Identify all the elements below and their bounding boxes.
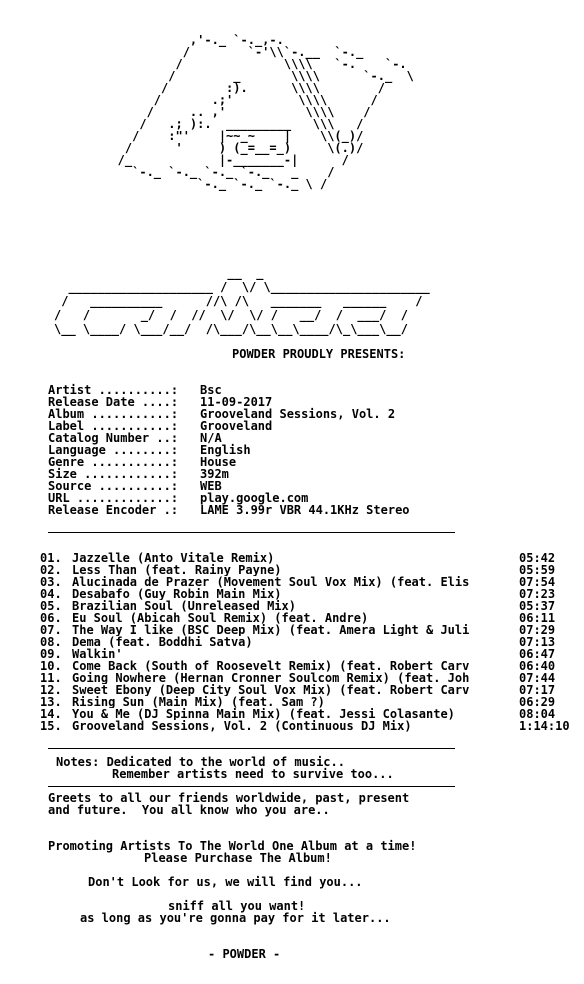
track-number: 05. — [40, 599, 62, 613]
info-label: Artist ..........: — [48, 383, 179, 397]
info-label: URL .............: — [48, 491, 179, 505]
track-duration: 05:37 — [519, 599, 556, 613]
track-duration: 06:11 — [519, 611, 556, 625]
track-duration: 07:13 — [519, 635, 556, 649]
track-number: 06. — [40, 611, 62, 625]
track-title: Grooveland Sessions, Vol. 2 (Continuous DJ Mix) — [72, 720, 412, 732]
info-value: House — [200, 455, 237, 469]
info-label: Release Date ....: — [48, 395, 179, 409]
track-number: 10. — [40, 659, 62, 673]
track-title: Less Than (feat. Rainy Payne) — [72, 564, 282, 576]
track-title: Jazzelle (Anto Vitale Remix) — [72, 552, 275, 564]
info-value: N/A — [200, 431, 222, 445]
info-value: 11-09-2017 — [200, 395, 273, 409]
track-number: 13. — [40, 695, 62, 709]
info-value: 392m — [200, 467, 229, 481]
track-title: Brazilian Soul (Unreleased Mix) — [72, 600, 296, 612]
info-value: WEB — [200, 479, 222, 493]
powder-logo-ascii-art: __ _ ____________________ / \/ \______________________ / __________ //\ /\ _______ ______ / / / _/ / // \/ \/ / __/ / ___/ / \__ \____/ \___/__/ /\___/\__\__\____/\_\___\__/ — [54, 266, 430, 336]
track-number: 03. — [40, 575, 62, 589]
track-number: 12. — [40, 683, 62, 697]
track-title: You & Me (DJ Spinna Main Mix) (feat. Jessi Colasante) — [72, 708, 455, 720]
presents-heading: POWDER PROUDLY PRESENTS: — [232, 347, 406, 361]
track-title: Alucinada de Prazer (Movement Soul Vox Mix) (feat. Elis — [72, 576, 470, 588]
track-title: Rising Sun (Main Mix) (feat. Sam ?) — [72, 696, 325, 708]
info-label: Album ...........: — [48, 407, 179, 421]
track-duration: 1:14:10 — [519, 719, 570, 733]
track-duration: 08:04 — [519, 707, 556, 721]
greets-line-2: and future. You all know who you are.. — [48, 803, 330, 817]
track-title: Dema (feat. Boddhi Satva) — [72, 636, 253, 648]
track-duration: 06:29 — [519, 695, 556, 709]
greets-line-1: Greets to all our friends worldwide, past, present — [48, 791, 410, 805]
info-value: Grooveland Sessions, Vol. 2 — [200, 407, 396, 421]
cassette-ascii-art: ,'-._ `-._,-. / `-'\\`-.__ `-._ / \\\\ `-. `-. / _ \\\\ `-._ \ / :). \\\\ / / .;' \\\\ / / .. ,' \\\\ / / .; ):. _________ \\\ / / :"' |~~_~ | \\(_)/ / ' ) (_=__=_) \(.)/ /_ |-_______-| / `-._ `-._ `-._ `-._ _ / `-._ `-._ `-._ \ / — [117, 33, 414, 191]
track-title: Going Nowhere (Hernan Cronner Soulcom Remix) (feat. Joh — [72, 672, 470, 684]
track-duration: 05:59 — [519, 563, 556, 577]
info-label: Catalog Number ..: — [48, 431, 179, 445]
track-number: 01. — [40, 551, 62, 565]
track-duration: 07:17 — [519, 683, 556, 697]
track-duration: 07:23 — [519, 587, 556, 601]
track-number: 02. — [40, 563, 62, 577]
track-number: 11. — [40, 671, 62, 685]
track-duration: 07:29 — [519, 623, 556, 637]
info-value: play.google.com — [200, 491, 309, 505]
track-number: 09. — [40, 647, 62, 661]
track-number: 04. — [40, 587, 62, 601]
section-divider — [48, 786, 455, 787]
track-title: Come Back (South of Roosevelt Remix) (feat. Robert Carv — [72, 660, 470, 672]
track-title: Walkin' — [72, 648, 123, 660]
info-label: Source ..........: — [48, 479, 179, 493]
info-value: Bsc — [200, 383, 222, 397]
track-duration: 05:42 — [519, 551, 556, 565]
info-value: LAME 3.99r VBR 44.1KHz Stereo — [200, 503, 410, 517]
section-divider — [48, 532, 455, 533]
notes-line-1: Notes: Dedicated to the world of music.. — [56, 755, 345, 769]
info-value: Grooveland — [200, 419, 273, 433]
promo-line-1: Promoting Artists To The World One Album at a time! — [48, 839, 417, 853]
track-duration: 07:44 — [519, 671, 556, 685]
dont-look-line: Don't Look for us, we will find you... — [88, 875, 363, 889]
track-number: 15. — [40, 719, 62, 733]
info-label: Label ...........: — [48, 419, 179, 433]
info-value: English — [200, 443, 251, 457]
track-title: Eu Soul (Abicah Soul Remix) (feat. Andre) — [72, 612, 369, 624]
info-label: Size ............: — [48, 467, 179, 481]
info-label: Genre ...........: — [48, 455, 179, 469]
sniff-line-2: as long as you're gonna pay for it later... — [80, 911, 391, 925]
track-duration: 06:47 — [519, 647, 556, 661]
track-duration: 06:40 — [519, 659, 556, 673]
footer-signature: - POWDER - — [208, 947, 281, 961]
track-number: 07. — [40, 623, 62, 637]
track-title: Sweet Ebony (Deep City Soul Vox Mix) (feat. Robert Carv — [72, 684, 470, 696]
track-duration: 07:54 — [519, 575, 556, 589]
promo-line-2: Please Purchase The Album! — [144, 851, 332, 865]
track-number: 14. — [40, 707, 62, 721]
sniff-line-1: sniff all you want! — [168, 899, 306, 913]
track-title: Desabafo (Guy Robin Main Mix) — [72, 588, 282, 600]
track-title: The Way I like (BSC Deep Mix) (feat. Amera Light & Juli — [72, 624, 470, 636]
section-divider — [48, 748, 455, 749]
track-number: 08. — [40, 635, 62, 649]
info-label: Release Encoder .: — [48, 503, 179, 517]
info-label: Language ........: — [48, 443, 179, 457]
notes-line-2: Remember artists need to survive too... — [112, 767, 394, 781]
